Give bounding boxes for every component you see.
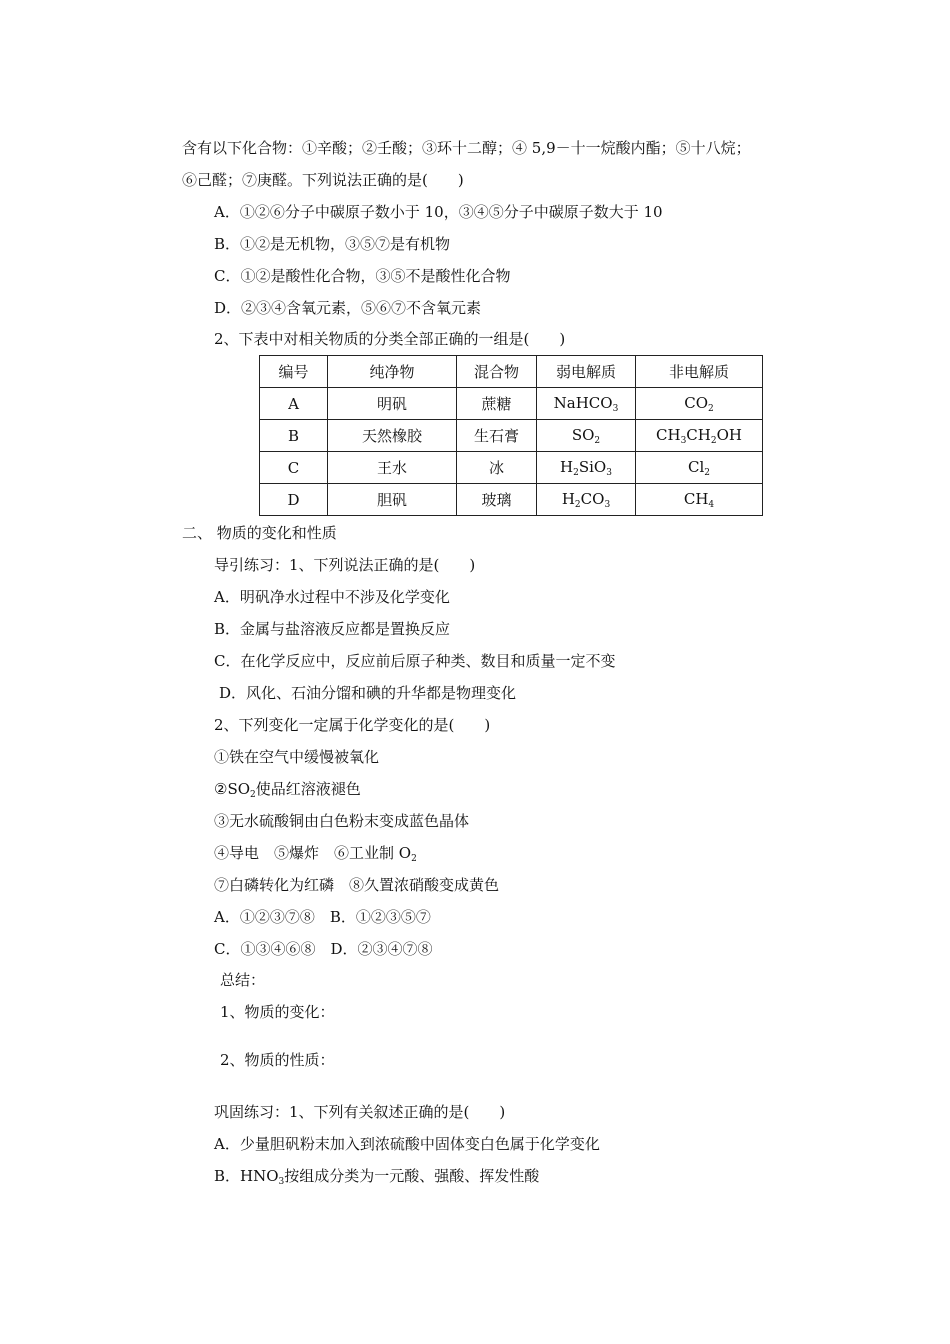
- intro-line-2: ⑥己醛；⑦庚醛。下列说法正确的是( ): [182, 171, 464, 189]
- table-cell: 蔗糖: [457, 388, 537, 420]
- table-cell: 明矾: [328, 388, 457, 420]
- table-cell: 生石膏: [457, 420, 537, 452]
- table-cell: A: [260, 388, 328, 420]
- q2-stem: 2、下表中对相关物质的分类全部正确的一组是( ): [214, 330, 566, 348]
- table-cell: B: [260, 420, 328, 452]
- g2-item-5: ⑦白磷转化为红磷 ⑧久置浓硝酸变成黄色: [214, 876, 500, 894]
- table-row: [260, 388, 763, 420]
- g2-item-4: ④导电 ⑤爆炸 ⑥工业制 $O_2$: [214, 844, 417, 864]
- table-header: 混合物: [457, 356, 537, 388]
- table-cell: $SO_2$: [537, 420, 636, 452]
- table-cell: 胆矾: [328, 484, 457, 516]
- guide-option-c: C．在化学反应中，反应前后原子种类、数目和质量一定不变: [214, 652, 616, 670]
- consolidate-stem: 巩固练习：1、下列有关叙述正确的是( ): [214, 1103, 506, 1121]
- table-row: [260, 484, 763, 516]
- consolidate-option-b: B．$HNO_3$按组成分类为一元酸、强酸、挥发性酸: [214, 1167, 540, 1187]
- table-header: 非电解质: [636, 356, 763, 388]
- guide-option-b: B．金属与盐溶液反应都是置换反应: [214, 620, 451, 638]
- guide-option-a: A．明矾净水过程中不涉及化学变化: [214, 588, 450, 606]
- summary-title: 总结：: [220, 971, 266, 989]
- intro-line-1: 含有以下化合物：①辛酸；②壬酸；③环十二醇；④ 5,9－十一烷酸内酯；⑤十八烷；: [182, 139, 751, 157]
- q1-option-d: D．②③④含氧元素，⑤⑥⑦不含氧元素: [214, 299, 482, 317]
- table-row: [260, 420, 763, 452]
- g2-item-2: $②SO_2$使品红溶液褪色: [214, 780, 361, 800]
- table-cell: 王水: [328, 452, 457, 484]
- section-2-title: 二、 物质的变化和性质: [182, 524, 337, 542]
- table-cell: NaHCO$_3$: [537, 388, 636, 420]
- table-header: 编号: [260, 356, 328, 388]
- guide-stem: 导引练习：1、下列说法正确的是( ): [214, 556, 476, 574]
- summary-item-1: 1、物质的变化：: [220, 1003, 335, 1021]
- table-header: 弱电解质: [537, 356, 636, 388]
- table-cell: $CO_2$: [636, 388, 763, 420]
- table-cell: 玻璃: [457, 484, 537, 516]
- q1-option-b: B．①②是无机物，③⑤⑦是有机物: [214, 235, 451, 253]
- g2-item-2-text: 使品红溶液褪色: [255, 780, 361, 798]
- table-cell: $H_2CO_3$: [537, 484, 636, 516]
- consolidate-option-b-text: 按组成分类为一元酸、强酸、挥发性酸: [284, 1167, 540, 1185]
- table-header-row: [260, 356, 763, 388]
- table-cell: $H_2SiO_3$: [537, 452, 636, 484]
- g2-stem: 2、下列变化一定属于化学变化的是( ): [214, 716, 491, 734]
- g2-options-1: A．①②③⑦⑧ B．①②③⑤⑦: [214, 908, 431, 926]
- g2-item-4-text: ④导电 ⑤爆炸 ⑥工业制 O: [214, 844, 412, 862]
- q1-option-c: C．①②是酸性化合物，③⑤不是酸性化合物: [214, 267, 511, 285]
- consolidate-option-a: A．少量胆矾粉末加入到浓硫酸中固体变白色属于化学变化: [214, 1135, 600, 1153]
- table-cell: $CH_3CH_2OH$: [636, 420, 763, 452]
- table-cell: 天然橡胶: [328, 420, 457, 452]
- g2-options-2: C．①③④⑥⑧ D．②③④⑦⑧: [214, 940, 433, 958]
- table-cell: $CH_4$: [636, 484, 763, 516]
- table-cell: 冰: [457, 452, 537, 484]
- table-header: 纯净物: [328, 356, 457, 388]
- g2-item-3: ③无水硫酸铜由白色粉末变成蓝色晶体: [214, 812, 470, 830]
- classification-table: [259, 355, 763, 516]
- g2-item-1: ①铁在空气中缓慢被氧化: [214, 748, 380, 766]
- summary-item-2: 2、物质的性质：: [220, 1051, 335, 1069]
- guide-option-d: D．风化、石油分馏和碘的升华都是物理变化: [219, 684, 517, 702]
- q1-option-a: A．①②⑥分子中碳原子数小于 10，③④⑤分子中碳原子数大于 10: [214, 203, 663, 221]
- table-cell: D: [260, 484, 328, 516]
- table-row: [260, 452, 763, 484]
- table-cell: C: [260, 452, 328, 484]
- table-cell: $Cl_2$: [636, 452, 763, 484]
